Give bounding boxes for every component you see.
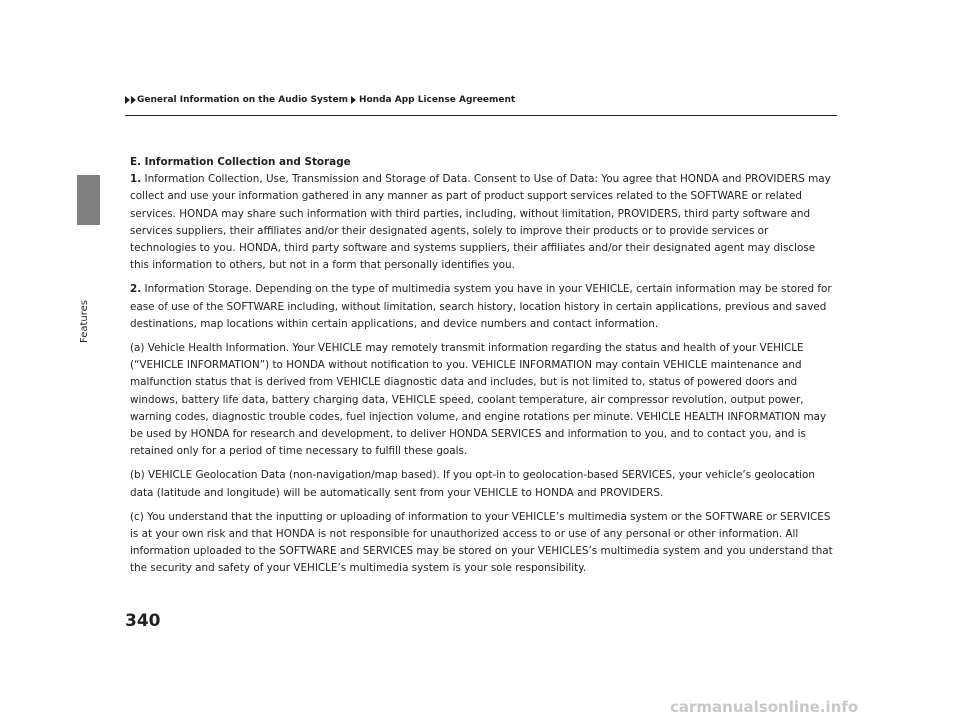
paragraph-1-number: 1. [130, 173, 142, 186]
paragraph-b-geolocation: (b) VEHICLE Geolocation Data (non-navigation/map based). If you opt-in to geolocation-based SERVICES, your vehicle’s geolocation data (latitude and longitude) will be automatically sent from your VEHICLE to HONDA and PROVIDERS. [130, 469, 815, 499]
paragraph-c-responsibility: (c) You understand that the inputting or uploading of information to your VEHICLE’s multimedia system or the SOFTWARE or SERVICES is at your own risk and that HONDA is not responsible for unauthorized access to or use of any personal or other information. All information uploaded to the SOFTWARE and SERVICES may be stored on your VEHICLES’s multimedia system and you understand that the security and safety of your VEHICLE’s multimedia system is your sole responsibility. [130, 510, 833, 575]
paragraph-2-number: 2. [130, 283, 142, 296]
breadcrumb-item-audio-system: General Information on the Audio System [137, 95, 348, 105]
breadcrumb-separator [351, 96, 357, 104]
paragraph-2-text: Information Storage. Depending on the type of multimedia system you have in your VEHICLE, certain information may be stored for ease of use of the SOFTWARE including, without limitation, search history, location history in certain applications, previous and saved destinations, map locations within certain applications, and device numbers and contact information. [130, 283, 832, 330]
breadcrumb-arrow-icon [131, 96, 136, 104]
breadcrumb [125, 94, 515, 106]
document-body [130, 154, 836, 585]
header-divider [125, 115, 837, 116]
breadcrumb-arrow-icon [125, 96, 130, 104]
breadcrumb-arrow-icon [351, 96, 356, 104]
chapter-side-label [79, 295, 93, 345]
chapter-side-label-text: Features [79, 300, 90, 343]
watermark: carmanualsonline.info [670, 698, 859, 716]
paragraph-1-text: Information Collection, Use, Transmission and Storage of Data. Consent to Use of Data: You agree that HONDA and PROVIDERS may collect and use your information gathered in any manner as part of product support services related to the SOFTWARE or related services. HONDA may share such information with third parties, including, without limitation, PROVIDERS, third party software and services suppliers, their affiliates and/or their designated agents, solely to improve their products or to provide services or technologies to you. HONDA, third party software and systems suppliers, their affiliates and/or their designated agent may disclose this information to others, but not in a form that personally identifies you. [130, 173, 831, 272]
chapter-tab-marker [77, 175, 100, 225]
paragraph-a-vehicle-health: (a) Vehicle Health Information. Your VEHICLE may remotely transmit information regarding the status and health of your VEHICLE (“VEHICLE INFORMATION”) to HONDA without notification to you. VEHICLE INFORMATION may contain VEHICLE maintenance and malfunction status that is derived from VEHICLE diagnostic data and includes, but is not limited to, status of powered doors and windows, battery life data, battery charging data, VEHICLE speed, coolant temperature, air compressor revolution, output power, warning codes, diagnostic trouble codes, fuel injection volume, and engine rotations per minute. VEHICLE HEALTH INFORMATION may be used by HONDA for research and development, to deliver HONDA SERVICES and information to you, and to contact you, and is retained only for a period of time necessary to fulfill these goals. [130, 342, 827, 458]
breadcrumb-item-license-agreement: Honda App License Agreement [358, 95, 516, 105]
paragraph-2 [130, 281, 836, 333]
section-heading: E. Information Collection and Storage [130, 156, 351, 168]
page-number: 340 [125, 611, 161, 631]
paragraph-1 [130, 171, 836, 274]
